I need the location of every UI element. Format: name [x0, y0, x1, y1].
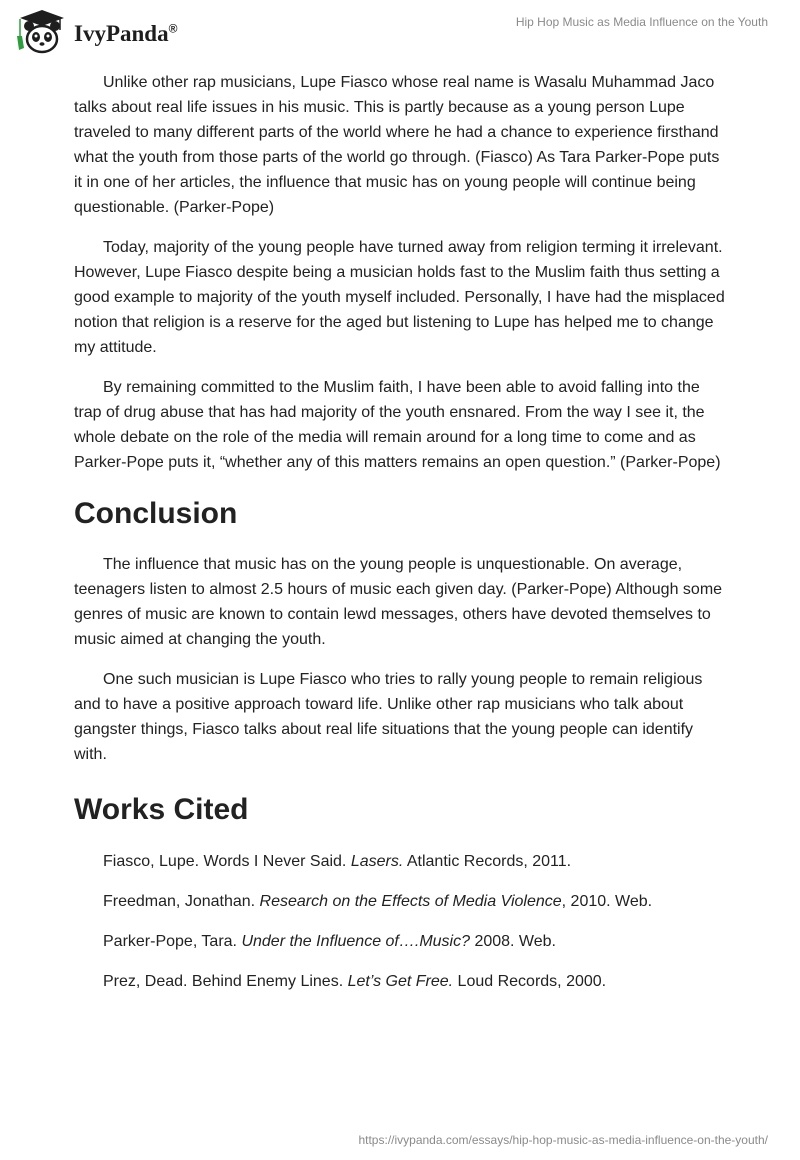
page-header: [0, 0, 800, 70]
ivypanda-logo[interactable]: [14, 8, 177, 56]
brand-name: IvyPanda®: [74, 21, 178, 46]
citation-entry: Prez, Dead. Behind Enemy Lines. Let’s Get Free. Loud Records, 2000.: [103, 973, 607, 990]
paragraph: The influence that music has on the young people is unquestionable. On average, teenagers listen to almost 2.5 hours of music each given day. (Parker-Pope) Although some genres of music are known to contain lewd messages, others have devoted themselves to music aimed at changing the youth.: [74, 556, 723, 648]
paragraph: One such musician is Lupe Fiasco who tries to rally young people to remain religious and to have a positive approach toward life. Unlike other rap musicians who talk about gangster things, Fiasco talks about real life situations that the young people can identify with.: [74, 671, 703, 763]
conclusion-heading: Conclusion: [74, 497, 238, 530]
paragraph: Unlike other rap musicians, Lupe Fiasco whose real name is Wasalu Muhammad Jaco talks about real life issues in his music. This is partly because as a young person Lupe traveled to many different parts of the world where he had a chance to experience firsthand what the youth from those parts of the world go through. (Fiasco) As Tara Parker-Pope puts it in one of her articles, the influence that music has on young people will continue being questionable. (Parker-Pope): [74, 74, 720, 216]
citation-entry: Fiasco, Lupe. Words I Never Said. Lasers. Atlantic Records, 2011.: [103, 853, 572, 870]
panda-graduation-icon: [14, 8, 70, 56]
source-url[interactable]: https://ivypanda.com/essays/hip-hop-music-as-media-influence-on-the-youth/: [358, 1133, 768, 1147]
works-cited-heading: Works Cited: [74, 793, 249, 826]
document-title: Hip Hop Music as Media Influence on the Youth: [515, 15, 768, 29]
citation-entry: Parker-Pope, Tara. Under the Influence of….Music? 2008. Web.: [103, 933, 556, 950]
citation-entry: Freedman, Jonathan. Research on the Effects of Media Violence, 2010. Web.: [103, 893, 653, 910]
paragraph: By remaining committed to the Muslim faith, I have been able to avoid falling into the trap of drug abuse that has had majority of the youth ensnared. From the way I see it, the whole debate on the role of the media will remain around for a long time to come and as Parker-Pope puts it, “whether any of this matters remains an open question.” (Parker-Pope): [74, 379, 721, 471]
paragraph: Today, majority of the young people have turned away from religion terming it irrelevant. However, Lupe Fiasco despite being a musician holds fast to the Muslim faith thus setting a good example to majority of the youth myself included. Personally, I have had the misplaced notion that religion is a reserve for the aged but listening to Lupe has helped me to change my attitude.: [74, 239, 725, 356]
essay-content: [74, 70, 730, 1010]
